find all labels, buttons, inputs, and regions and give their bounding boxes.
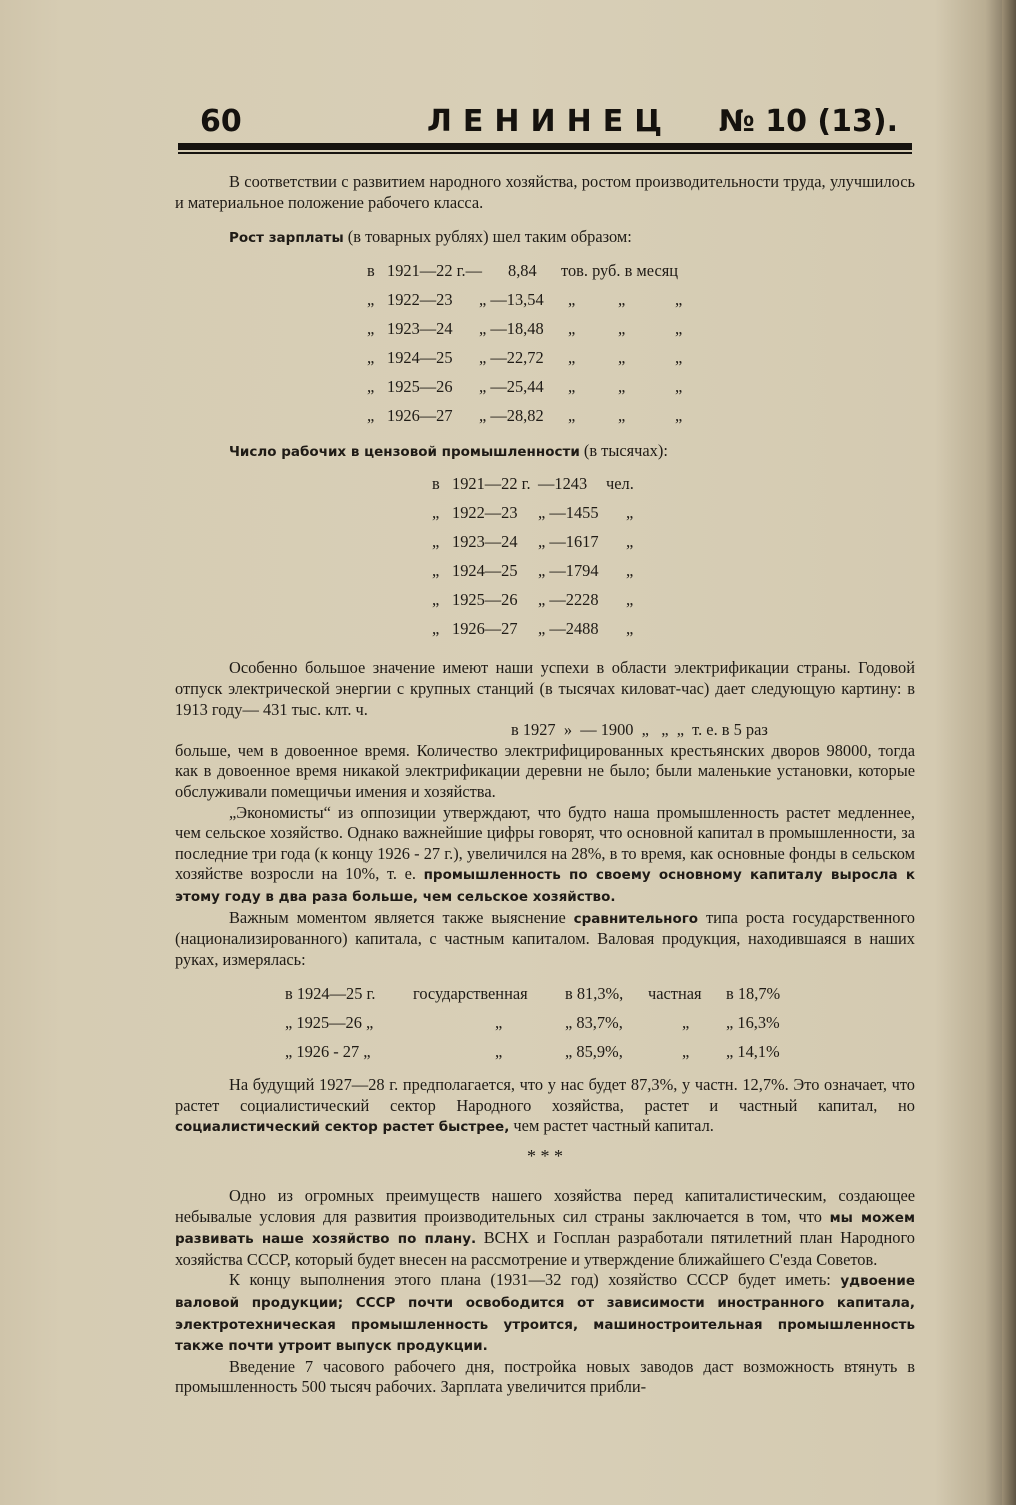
wages-value: „ —13,54 (479, 289, 544, 309)
workers-value: „ —1455 (538, 503, 599, 523)
wages-prefix: „ (367, 347, 375, 367)
future-bold: социалистический сектор растет быстрее, (175, 1119, 510, 1136)
ditto-mark: „ (675, 318, 683, 338)
ditto-mark: „ (618, 405, 626, 425)
workers-prefix: в (432, 474, 440, 494)
share-state-label: „ (495, 1013, 503, 1033)
future-text-a: На будущий 1927—28 г. предполагается, что у нас будет 87,3%, у частн. 12,7%. Это означает, что растет социалистический сектор Народного хозяйства, растет и частный капитал, но (175, 1075, 915, 1115)
share-state-value: „ 83,7%, (565, 1013, 623, 1033)
ditto-mark: „ (618, 376, 626, 396)
plan-text-a: Одно из огромных преимуществ нашего хозяйства перед капиталистическим, создающее небывалые условия для развития производительных сил страны заключается в том, что (175, 1186, 915, 1226)
ditto-mark: „ (568, 347, 576, 367)
share-year: „ 1925—26 „ (285, 1013, 374, 1033)
workers-row (175, 590, 915, 619)
paragraph-intro: В соответствии с развитием народного хозяйства, ростом производительности труда, улучшилось и материальное положение рабочего класса. (175, 172, 915, 212)
economists-text: „Экономисты“ из оппозиции утверждают, что будто наша промышленность растет медленнее, чем сельское хозяйство. Однако важнейшие цифры говорят, что основной капитал в промышленности, за последние три года (к концу 1926 - 27 г.), увеличился на 28%, в то время, как основные фонды в сельском хозяйстве возросли на 10%, т. е. (175, 802, 915, 884)
workers-unit: „ (626, 503, 634, 523)
workers-intro (175, 441, 915, 463)
workers-value: „ —2228 (538, 590, 599, 610)
economists-bold: промышленность по своему основному капиталу выросла к этому году в два раза больше, чем сельское хозяйство. (175, 867, 915, 905)
wages-years: 1921—22 г.— (387, 260, 483, 280)
workers-row (175, 619, 915, 648)
ditto-mark: „ (568, 405, 576, 425)
plan-text-b: ВСНХ и Госплан разработали пятилетний план Народного хозяйства СССР, который будет внесен на рассмотрение и утверждение ближайшего С'езда Советов. (175, 1228, 916, 1269)
workers-row (175, 503, 915, 532)
workers-row (175, 561, 915, 590)
header-rule-thick (178, 143, 912, 150)
wages-prefix: „ (367, 289, 375, 309)
wages-prefix: „ (367, 405, 375, 425)
wages-row (175, 290, 915, 319)
ditto-mark: „ (618, 347, 626, 367)
ditto-mark: „ (568, 289, 576, 309)
paragraph-economists (175, 803, 915, 908)
wages-value: „ —18,48 (479, 318, 544, 338)
ditto-mark: „ (675, 405, 683, 425)
article-body (175, 172, 915, 1398)
workers-table (175, 474, 915, 648)
workers-value: „ —2488 (538, 619, 599, 639)
wages-prefix: в (367, 260, 375, 280)
workers-unit: чел. (606, 474, 634, 494)
share-row (175, 984, 915, 1013)
wages-intro-bold: Рост зарплаты (229, 230, 344, 247)
workers-value: „ —1617 (538, 532, 599, 552)
ditto-mark: „ (568, 376, 576, 396)
wages-value: „ —25,44 (479, 376, 544, 396)
workers-unit: „ (626, 532, 634, 552)
workers-prefix: „ (432, 619, 440, 639)
share-private-label: „ (682, 1013, 690, 1033)
electrification-1927-line: в 1927 » — 1900 „ „ „ т. е. в 5 раз (511, 720, 768, 740)
workers-prefix: „ (432, 590, 440, 610)
wages-row (175, 406, 915, 435)
share-year: в 1924—25 г. (285, 984, 376, 1004)
wages-intro-rest: (в товарных рублях) шел таким образом: (343, 227, 632, 247)
comparison-text-b: типа роста государственного (национализированного) капитала, с частным капиталом. Валовая продукция, находившаяся в наших руках, измерялась: (175, 907, 915, 969)
share-state-label: государственная (413, 984, 528, 1004)
header-rule-thin (178, 152, 912, 154)
comparison-bold: сравнительного (573, 910, 699, 927)
workers-value: „ —1794 (538, 561, 599, 581)
paragraph-plan (175, 1186, 915, 1270)
workers-value: —1243 (538, 474, 588, 494)
paragraph-end-plan (175, 1270, 915, 1356)
share-table (175, 984, 915, 1071)
share-row (175, 1013, 915, 1042)
ditto-mark: „ (568, 318, 576, 338)
wages-table (175, 261, 915, 435)
paragraph-future (175, 1075, 915, 1138)
share-private-value: в 18,7% (726, 984, 781, 1004)
wages-unit: тов. руб. в месяц (561, 260, 679, 280)
workers-years: 1925—26 (452, 590, 518, 610)
wages-prefix: „ (367, 376, 375, 396)
workers-intro-bold: Число рабочих в цензовой промышленности (229, 443, 580, 460)
ditto-mark: „ (675, 347, 683, 367)
workers-unit: „ (626, 619, 634, 639)
wages-intro (175, 227, 915, 249)
workers-prefix: „ (432, 532, 440, 552)
wages-years: 1924—25 (387, 347, 453, 367)
comparison-text-a: Важным моментом является также выяснение (229, 907, 574, 927)
paragraph-electrification-cont: больше, чем в довоенное время. Количество электрифицированных крестьянских дворов 98000, тогда как в довоенное время никакой электрификации деревни не было; были маленькие установки, которые обслуживали помещичьи имения и хозяйства. (175, 740, 915, 801)
share-state-value: „ 85,9%, (565, 1042, 623, 1062)
share-row (175, 1042, 915, 1071)
separator-stars: * * * (527, 1146, 563, 1167)
paragraph-last: Введение 7 часового рабочего дня, постройка новых заводов даст возможность втянуть в промышленность 500 тысяч рабочих. Зарплата увеличится прибли- (175, 1356, 915, 1397)
ditto-mark: „ (618, 289, 626, 309)
workers-years: 1926—27 (452, 619, 518, 639)
wages-row (175, 261, 915, 290)
end-plan-bold: удвоение валовой продукции; СССР почти освободится от зависимости иностранного капитала, электротехническая промышленность утроится, машиностроительная промышленность также почти утроит выпуск продукции. (175, 1273, 915, 1355)
paragraph-comparison (175, 908, 915, 971)
ditto-mark: „ (618, 318, 626, 338)
share-private-label: „ (682, 1042, 690, 1062)
ditto-mark: „ (675, 376, 683, 396)
workers-unit: „ (626, 590, 634, 610)
wages-years: 1926—27 (387, 405, 453, 425)
share-state-value: в 81,3%, (565, 984, 624, 1004)
workers-years: 1924—25 (452, 561, 518, 581)
ditto-mark: „ (675, 289, 683, 309)
wages-years: 1923—24 (387, 318, 453, 338)
wages-value: „ —22,72 (479, 347, 544, 367)
workers-row (175, 532, 915, 561)
wages-row (175, 319, 915, 348)
wages-value: „ —28,82 (479, 405, 544, 425)
workers-prefix: „ (432, 561, 440, 581)
wages-years: 1922—23 (387, 289, 453, 309)
page-header (200, 100, 912, 144)
share-private-value: „ 14,1% (726, 1042, 780, 1062)
journal-title: ЛЕНИНЕЦ (427, 104, 674, 139)
issue-number: № 10 (13). (718, 104, 898, 139)
workers-prefix: „ (432, 503, 440, 523)
plan-bold: мы можем развивать наше хозяйство по плану. (175, 1209, 915, 1248)
workers-row (175, 474, 915, 503)
paragraph-electrification: Особенно большое значение имеют наши успехи в области электрификации страны. Годовой отпуск электрической энергии с крупных станций (в тысячах киловат-час) дает следующую картину: в 1913 году— 431 тыс. клт. ч. (175, 658, 915, 719)
wages-prefix: „ (367, 318, 375, 338)
future-text-b: чем растет частный капитал. (509, 1116, 714, 1136)
share-year: „ 1926 - 27 „ (285, 1042, 371, 1062)
page-number: 60 (200, 104, 242, 139)
page-edge (1002, 0, 1016, 1505)
section-separator (175, 1146, 915, 1182)
workers-intro-rest: (в тысячах): (579, 440, 668, 460)
wages-row (175, 377, 915, 406)
share-private-label: частная (648, 984, 702, 1004)
share-state-label: „ (495, 1042, 503, 1062)
wages-row (175, 348, 915, 377)
wages-years: 1925—26 (387, 376, 453, 396)
wages-value: 8,84 (508, 260, 537, 280)
workers-years: 1923—24 (452, 532, 518, 552)
workers-unit: „ (626, 561, 634, 581)
workers-years: 1921—22 г. (452, 474, 531, 494)
end-plan-text: К концу выполнения этого плана (1931—32 год) хозяйство СССР будет иметь: (229, 1270, 841, 1290)
share-private-value: „ 16,3% (726, 1013, 780, 1033)
workers-years: 1922—23 (452, 503, 518, 523)
